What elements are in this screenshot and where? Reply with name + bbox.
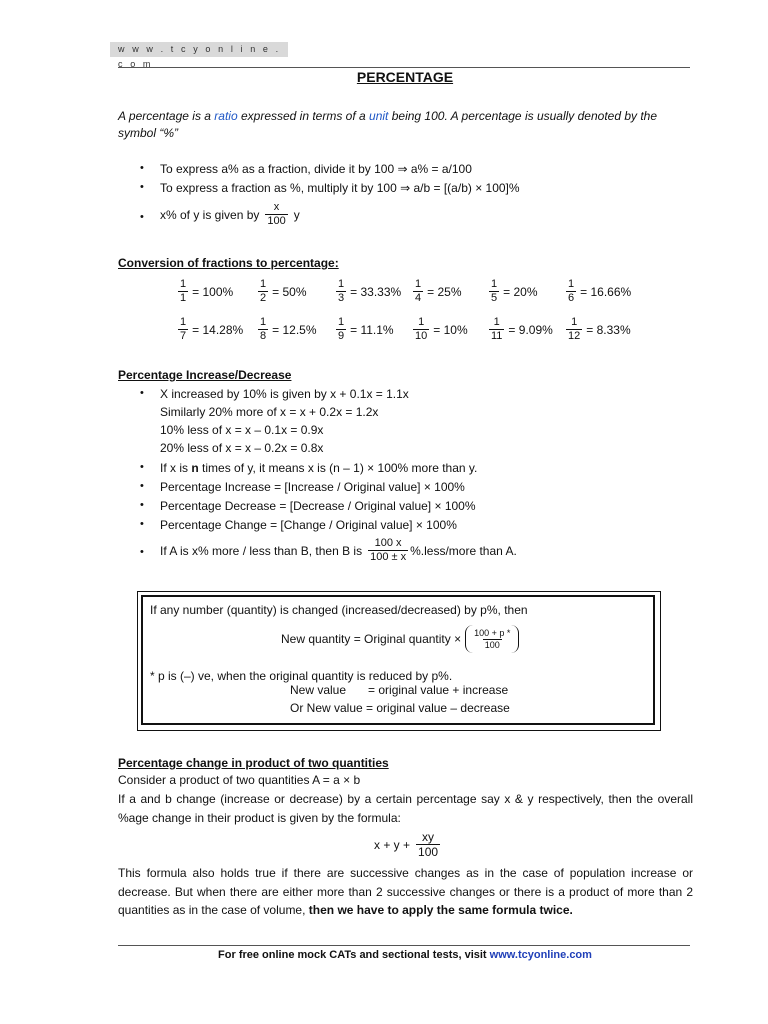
conversion-item — [564, 316, 631, 343]
fraction-denominator: 11 — [491, 330, 503, 342]
fraction — [489, 278, 499, 305]
page-title: PERCENTAGE — [356, 69, 454, 85]
fraction — [178, 278, 188, 305]
product-line: Consider a product of two quantities A = a × b — [118, 773, 361, 787]
bullet: • — [140, 211, 144, 223]
increase-line: X increased by 10% is given by x + 0.1x = 1.1x — [160, 387, 409, 401]
percent-value: = 12.5% — [272, 322, 317, 337]
intro-text: A percentage — [118, 109, 193, 123]
fraction-denominator: 7 — [180, 330, 187, 342]
conversion-item — [334, 316, 394, 343]
fraction — [336, 316, 346, 343]
increase-decrease-heading: Percentage Increase/Decrease — [118, 368, 292, 382]
conversion-item — [487, 278, 537, 305]
intro-text: being 100. A percentage is usually denoted by the symbol “%” — [118, 109, 658, 140]
box-note: * p is (–) ve, when the original quantity is reduced by p%. — [150, 669, 453, 683]
or-new-value-line: Or New value = original value – decrease — [290, 701, 510, 715]
increase-line: Similarly 20% more of x = x + 0.2x = 1.2x — [160, 405, 379, 419]
percent-value: = 10% — [433, 322, 468, 337]
fraction — [413, 278, 423, 305]
conversion-item — [256, 278, 306, 305]
a-more-less-than-b — [160, 537, 517, 564]
fraction-denominator: 4 — [415, 292, 422, 304]
fraction — [566, 316, 582, 343]
fraction-numerator: 1 — [338, 316, 345, 328]
fraction-denominator: 2 — [260, 292, 267, 304]
percent-value: = 50% — [272, 284, 307, 299]
fraction — [178, 316, 188, 343]
fraction — [489, 316, 504, 343]
percent-value: = 8.33% — [586, 322, 631, 337]
fraction-numerator: 100 x — [374, 537, 402, 549]
conversion-item — [334, 278, 401, 305]
fraction-denominator: 100 — [484, 639, 500, 650]
fraction — [368, 537, 408, 564]
fraction-numerator: 1 — [415, 278, 422, 290]
conversion-item — [487, 316, 553, 343]
fraction — [258, 278, 268, 305]
bullet: • — [140, 387, 144, 399]
fraction-denominator: 6 — [568, 292, 575, 304]
text: = original value + increase — [368, 683, 509, 697]
parenthesized-fraction — [465, 625, 519, 653]
fraction-denominator: 3 — [338, 292, 345, 304]
percentage-change-formula: Percentage Change = [Change / Original value] × 100% — [160, 518, 457, 532]
fraction-numerator: x — [273, 201, 280, 213]
bullet: • — [140, 518, 144, 530]
percent-value: = 20% — [503, 284, 538, 299]
fraction-numerator: 1 — [418, 316, 425, 328]
intro-text: is a — [192, 109, 215, 123]
conversion-item — [564, 278, 631, 305]
fraction-numerator: 1 — [260, 316, 267, 328]
percent-value: = 25% — [427, 284, 462, 299]
bold-n: n — [191, 461, 199, 475]
text: If x is — [160, 461, 192, 475]
bullet: • — [140, 480, 144, 492]
bullet-x-of-y — [160, 201, 300, 228]
fraction-denominator: 10 — [415, 330, 428, 342]
fraction — [265, 201, 287, 228]
fraction — [258, 316, 268, 343]
fraction-numerator: 1 — [568, 278, 575, 290]
bullet-percent-rule: To express a fraction as %, multiply it by 100 ⇒ a/b = [(a/b) × 100]% — [160, 181, 520, 195]
new-value-line — [290, 683, 508, 697]
bold-text: then we have to apply the same formula twice. — [308, 903, 573, 917]
footer-text: For free online mock CATs and sectional tests, visit — [218, 949, 490, 961]
fraction-denominator: 12 — [568, 330, 581, 342]
conversion-row-2 — [0, 316, 768, 346]
unit-link[interactable]: unit — [369, 109, 389, 123]
header-rule — [118, 67, 690, 68]
fraction-numerator: xy — [422, 830, 435, 844]
fraction-numerator: 1 — [180, 316, 187, 328]
bullet: • — [140, 546, 144, 558]
text: New quantity = Original quantity × — [281, 632, 462, 646]
product-paragraph: If a and b change (increase or decrease) by a certain percentage say x & y respectively, then the overall %age change in their product is given by the formula: — [118, 792, 693, 825]
fraction-numerator: 1 — [260, 278, 267, 290]
text: New value — [290, 683, 347, 697]
intro-text: expressed in terms of a — [237, 109, 370, 123]
text: This formula also holds true if there are successive changes as in the case of population increase or decrease. But when there are either more than 2 successive changes or there is a product of more than 2 quantities as in the case of volume, — [118, 866, 693, 917]
product-heading: Percentage change in product of two quantities — [118, 756, 389, 770]
footer — [0, 949, 768, 961]
percent-value: = 11.1% — [350, 322, 394, 337]
fraction-numerator: 1 — [338, 278, 345, 290]
decrease-line: 20% less of x = x – 0.2x = 0.8x — [160, 441, 324, 455]
fraction — [413, 316, 429, 343]
new-quantity-formula — [281, 625, 519, 653]
percentage-decrease-formula: Percentage Decrease = [Decrease / Original value] × 100% — [160, 499, 476, 513]
percent-value: = 9.09% — [508, 322, 553, 337]
text: y — [293, 207, 300, 222]
footer-rule — [118, 945, 690, 946]
fraction-numerator: 1 — [180, 278, 187, 290]
percent-value: = 100% — [192, 284, 234, 299]
fraction-denominator: 5 — [491, 292, 498, 304]
bullet: • — [140, 461, 144, 473]
decrease-line: 10% less of x = x – 0.1x = 0.9x — [160, 423, 324, 437]
successive-changes-paragraph — [118, 864, 693, 920]
fraction-numerator: 1 — [491, 278, 498, 290]
text: times of y, it means x is (n – 1) × 100% more than y. — [198, 461, 478, 475]
bullet: • — [140, 162, 144, 174]
intro-paragraph — [118, 108, 693, 142]
bullet: • — [140, 181, 144, 193]
percent-value: = 14.28% — [192, 322, 244, 337]
percentage-increase-formula: Percentage Increase = [Increase / Original value] × 100% — [160, 480, 465, 494]
ratio-link[interactable]: ratio — [214, 109, 238, 123]
percent-value: = 16.66% — [580, 284, 632, 299]
conversion-item — [411, 278, 461, 305]
site-url-tag[interactable]: w w w . t c y o n l i n e . c o m — [110, 42, 288, 57]
fraction — [472, 628, 512, 651]
fraction-denominator: 100 — [267, 215, 286, 227]
fraction-numerator: 1 — [493, 316, 500, 328]
fraction-denominator: 1 — [180, 292, 187, 304]
fraction — [566, 278, 576, 305]
conversion-heading: Conversion of fractions to percentage: — [118, 256, 339, 270]
text: x% of y is given by — [160, 207, 260, 222]
conversion-item — [256, 316, 317, 343]
footer-link[interactable]: www.tcyonline.com — [489, 949, 592, 961]
n-times-line — [160, 461, 477, 475]
fraction-numerator: 1 — [571, 316, 578, 328]
fraction-denominator: 9 — [338, 330, 345, 342]
conversion-item — [411, 316, 468, 343]
box-intro: If any number (quantity) is changed (increased/decreased) by p%, then — [150, 603, 528, 617]
text: If A is x% more / less than B, then B is — [160, 543, 363, 558]
fraction — [336, 278, 346, 305]
product-formula — [374, 830, 442, 859]
fraction-numerator: 100 + p * — [474, 627, 511, 638]
text: x + y + — [374, 837, 411, 852]
percent-value: = 33.33% — [350, 284, 402, 299]
fraction-denominator: 8 — [260, 330, 267, 342]
fraction — [416, 830, 440, 859]
conversion-item — [176, 278, 233, 305]
conversion-row-1 — [0, 278, 768, 308]
fraction-denominator: 100 ± x — [370, 551, 407, 563]
conversion-item — [176, 316, 243, 343]
text: %.less/more than A. — [410, 543, 517, 558]
bullet-fraction-rule: To express a% as a fraction, divide it by 100 ⇒ a% = a/100 — [160, 162, 472, 176]
fraction-denominator: 100 — [418, 845, 439, 859]
bullet: • — [140, 499, 144, 511]
